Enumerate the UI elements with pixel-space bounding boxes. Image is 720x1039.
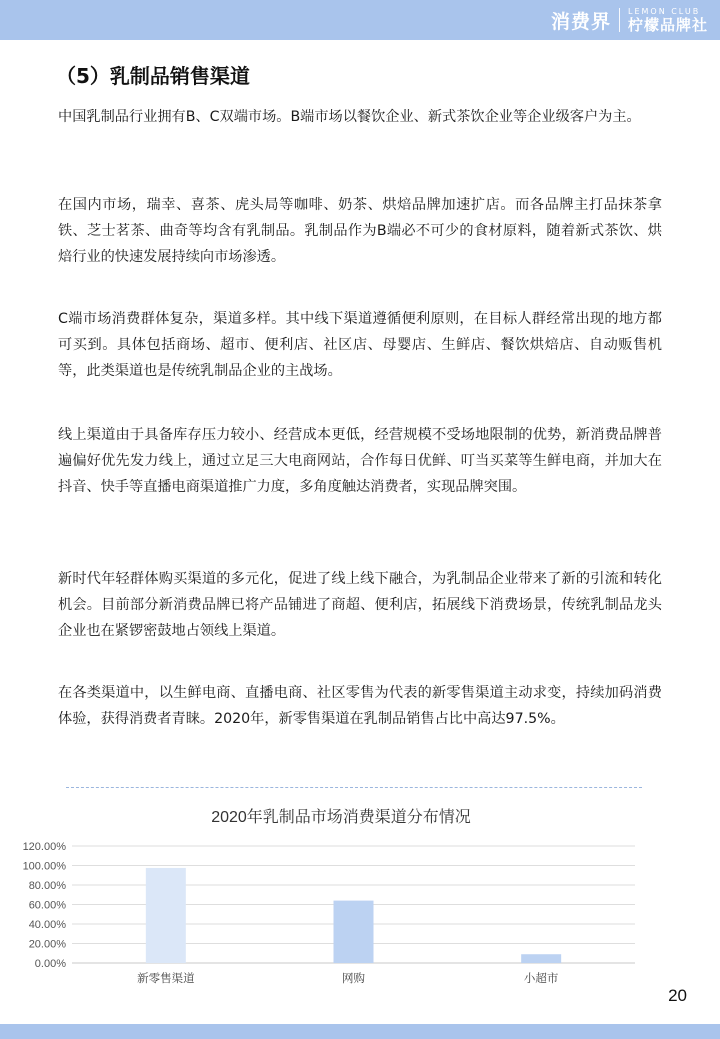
paragraph-online-channels: 线上渠道由于具备库存压力较小、经营成本更低，经营规模不受场地限制的优势，新消费品牌普遍偏好优先发力线上，通过立足三大电商网站，合作每日优鲜、叮当买菜等生鲜电商，并加大在抖音、快手等直播电商渠道推广力度，多角度触达消费者，实现品牌突围。: [58, 427, 662, 495]
y-tick-label: 80.00%: [28, 880, 66, 892]
bar-2: [334, 901, 374, 963]
y-tick-label: 60.00%: [28, 899, 66, 912]
brand-logo: [551, 4, 708, 36]
paragraph-omnichannel: 新时代年轻群体购买渠道的多元化，促进了线上线下融合，为乳制品企业带来了新的引流和转化机会。目前部分新消费品牌已将产品铺进了商超、便利店，拓展线下消费场景，传统乳制品龙头企业也在紧锣密鼓地占领线上渠道。: [58, 571, 662, 639]
y-tick-label: 40.00%: [28, 919, 66, 931]
chart-svg: [22, 797, 670, 997]
paragraph-b-c-markets: 中国乳制品行业拥有B、C双端市场。B端市场以餐饮企业、新式茶饮企业等企业级客户为主。: [58, 109, 641, 125]
y-tick-label: 20.00%: [28, 938, 66, 951]
paragraph-c-end-offline: C端市场消费群体复杂，渠道多样。其中线下渠道遵循便利原则，在目标人群经常出现的地方都可买到。具体包括商场、超市、便利店、社区店、母婴店、生鲜店、餐饮烘焙店、自动贩售机等，此类渠道也是传统乳制品企业的主战场。: [58, 311, 662, 379]
brand-cn-text: 柠檬品牌社: [627, 15, 708, 34]
bar-1: [146, 868, 186, 963]
section-title: （5）乳制品销售渠道: [56, 64, 250, 88]
brand-main-text: 消费界: [550, 10, 611, 33]
page-number: 20: [668, 986, 687, 1005]
brand-en-text: LEMON CLUB: [627, 6, 701, 16]
y-tick-label: 120.00%: [22, 841, 66, 853]
chart-title: 2020年乳制品市场消费渠道分布情况: [211, 809, 471, 826]
footer-bar: [0, 1024, 720, 1039]
chart-bars: [146, 868, 561, 963]
x-category-label: 网购: [342, 971, 365, 985]
bar-3: [521, 954, 561, 963]
x-category-label: 小超市: [523, 971, 559, 985]
logo-divider: [619, 8, 620, 32]
section-divider: [66, 787, 642, 788]
brand-side: [628, 8, 708, 33]
x-category-label: 新零售渠道: [137, 971, 195, 985]
y-tick-label: 100.00%: [22, 860, 66, 873]
header-bar: [0, 0, 720, 40]
paragraph-domestic-brands: 在国内市场，瑞幸、喜茶、虎头局等咖啡、奶茶、烘焙品牌加速扩店。而各品牌主打品抹茶拿铁、芝士茗茶、曲奇等均含有乳制品。乳制品作为B端必不可少的食材原料，随着新式茶饮、烘焙行业的快速发展持续向市场渗透。: [58, 197, 662, 265]
y-tick-label: 0.00%: [34, 958, 66, 970]
paragraph-new-retail: 在各类渠道中，以生鲜电商、直播电商、社区零售为代表的新零售渠道主动求变，持续加码消费体验，获得消费者青睐。2020年，新零售渠道在乳制品销售占比中高达97.5%。: [58, 685, 662, 727]
channel-distribution-chart: [22, 797, 670, 997]
